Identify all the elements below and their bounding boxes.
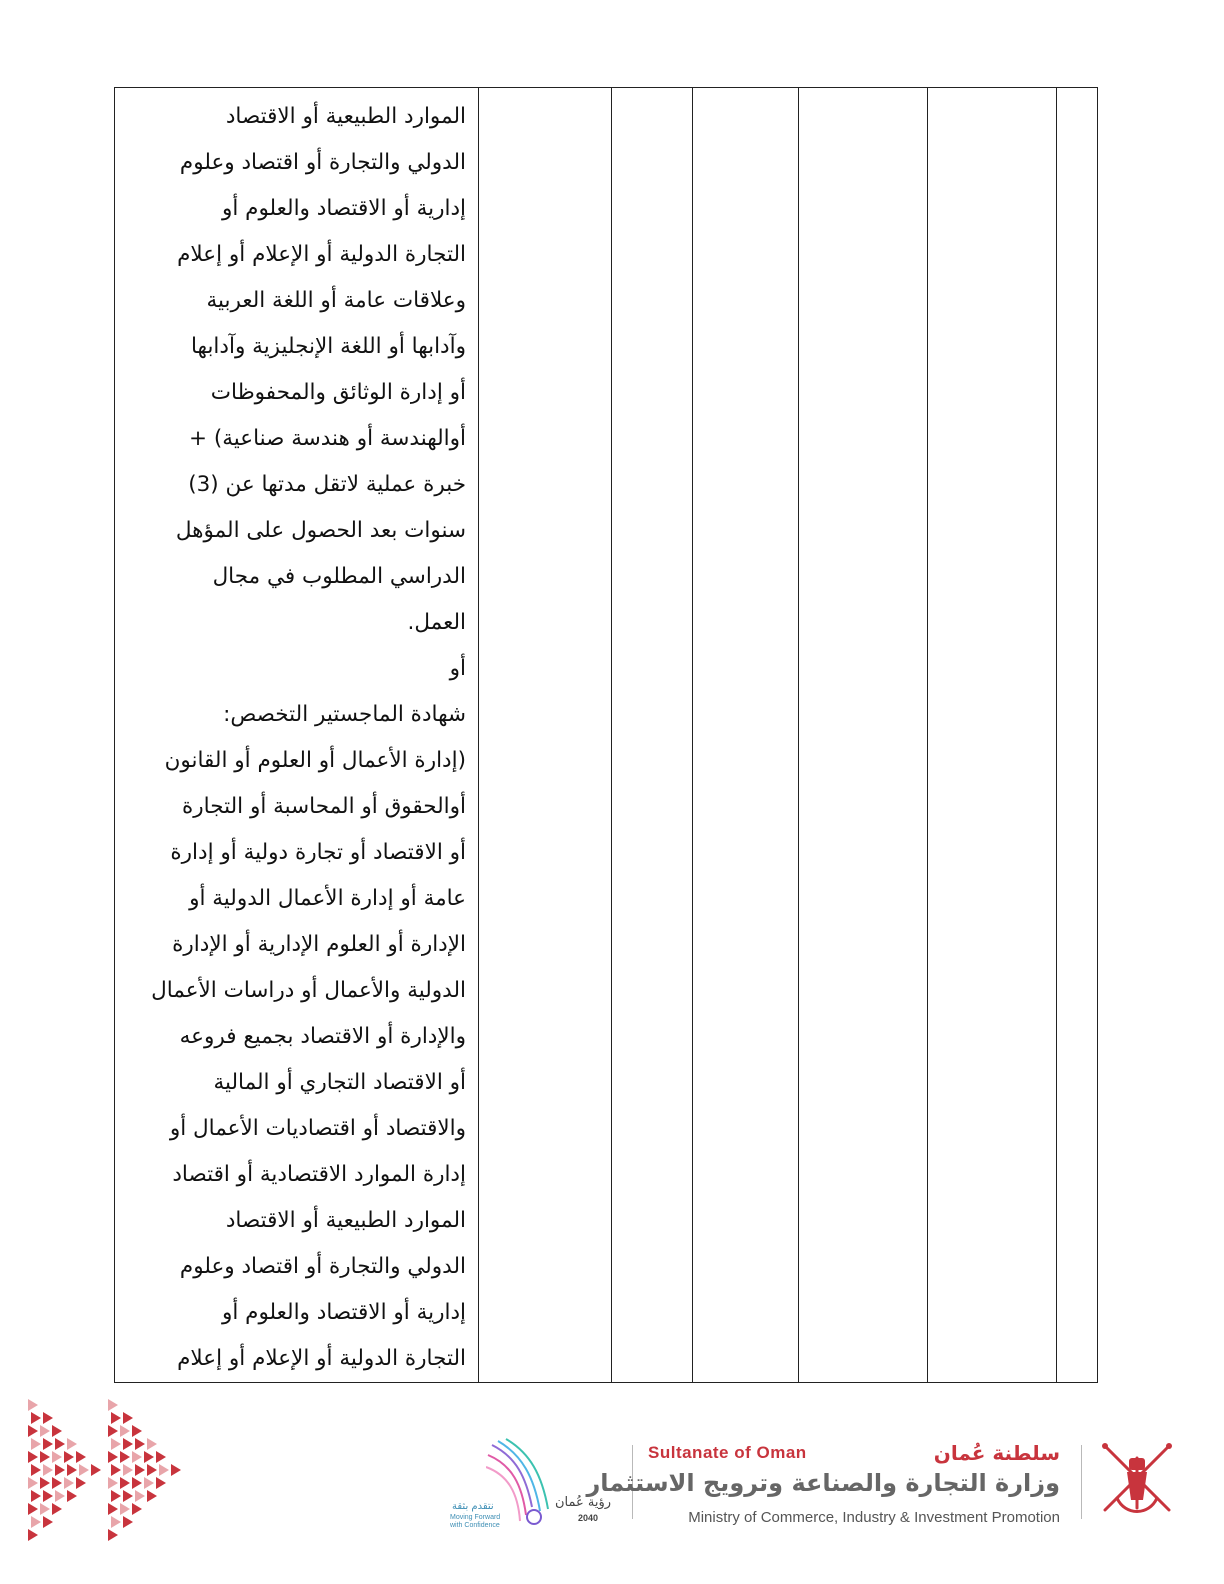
sultanate-name-en: Sultanate of Oman — [648, 1443, 807, 1462]
qualifications-table — [114, 87, 1098, 1383]
empty-cell — [1057, 88, 1098, 1383]
text-line: وعلاقات عامة أو اللغة العربية — [206, 288, 466, 313]
triangle-shape — [28, 1477, 38, 1489]
text-line: خبرة عملية لاتقل مدتها عن (3) — [188, 472, 466, 497]
text-line: التجارة الدولية أو الإعلام أو إعلام — [177, 242, 466, 267]
tagline-en-line1: Moving Forward — [450, 1514, 501, 1521]
triangle-shape — [123, 1438, 133, 1450]
triangle-shape — [67, 1438, 77, 1450]
triangle-shape — [31, 1438, 41, 1450]
triangle-shape — [31, 1412, 41, 1424]
triangle-shape — [76, 1451, 86, 1463]
triangle-shape — [67, 1490, 77, 1502]
triangle-shape — [43, 1516, 53, 1528]
text-line: إدارية أو الاقتصاد والعلوم أو — [221, 196, 466, 221]
triangle-shape — [135, 1438, 145, 1450]
triangle-shape — [40, 1425, 50, 1437]
oman-emblem-icon — [1095, 1438, 1179, 1524]
triangle-shape — [132, 1503, 142, 1515]
triangle-shape — [31, 1464, 41, 1476]
text-line: العمل. — [407, 610, 466, 635]
text-line: أو الاقتصاد أو تجارة دولية أو إدارة — [170, 840, 466, 865]
triangle-shape — [43, 1438, 53, 1450]
text-line: وآدابها أو اللغة الإنجليزية وآدابها — [190, 334, 466, 359]
triangle-shape — [64, 1451, 74, 1463]
triangle-shape — [28, 1503, 38, 1515]
triangle-shape — [52, 1425, 62, 1437]
triangle-shape — [108, 1477, 118, 1489]
triangle-shape — [28, 1451, 38, 1463]
table-row — [115, 88, 1098, 1383]
triangle-shape — [76, 1477, 86, 1489]
triangle-shape — [31, 1490, 41, 1502]
triangle-shape — [79, 1464, 89, 1476]
text-line: سنوات بعد الحصول على المؤهل — [175, 518, 466, 543]
empty-cell — [612, 88, 693, 1383]
text-line: أوالهندسة أو هندسة صناعية) + — [189, 426, 466, 451]
triangle-shape — [108, 1425, 118, 1437]
text-line: والإدارة أو الاقتصاد بجميع فروعه — [179, 1024, 466, 1049]
triangle-shape — [132, 1451, 142, 1463]
triangle-shape — [55, 1438, 65, 1450]
text-line: إدارة الموارد الاقتصادية أو اقتصاد — [172, 1162, 466, 1187]
triangle-shape — [111, 1412, 121, 1424]
page-footer — [0, 1395, 1224, 1584]
vision-title: رؤية عُمان — [555, 1495, 612, 1510]
text-line: التجارة الدولية أو الإعلام أو إعلام — [177, 1346, 466, 1371]
triangle-shape — [43, 1412, 53, 1424]
triangle-shape — [43, 1464, 53, 1476]
triangle-shape — [156, 1477, 166, 1489]
triangle-shape — [123, 1412, 133, 1424]
triangle-shape — [120, 1477, 130, 1489]
text-line: إدارية أو الاقتصاد والعلوم أو — [221, 1300, 466, 1325]
triangle-shape — [108, 1399, 118, 1411]
text-line: الموارد الطبيعية أو الاقتصاد — [225, 1208, 466, 1233]
tagline-ar: نتقدم بثقة — [452, 1501, 494, 1512]
triangle-shape — [144, 1451, 154, 1463]
vision-year: 2040 — [578, 1513, 599, 1523]
triangle-shape — [111, 1438, 121, 1450]
vision-2040-icon — [486, 1437, 566, 1529]
text-line: شهادة الماجستير التخصص: — [223, 702, 466, 727]
text-line: الدراسي المطلوب في مجال — [212, 564, 466, 589]
triangle-shape — [55, 1490, 65, 1502]
text-line: عامة أو إدارة الأعمال الدولية أو — [189, 886, 466, 911]
triangle-shape — [31, 1516, 41, 1528]
triangle-shape — [132, 1477, 142, 1489]
triangle-shape — [171, 1464, 181, 1476]
triangle-shape — [111, 1464, 121, 1476]
triangle-shape — [28, 1399, 38, 1411]
text-line: الإدارة أو العلوم الإدارية أو الإدارة — [172, 932, 466, 957]
empty-cell — [479, 88, 612, 1383]
triangle-shape — [144, 1477, 154, 1489]
tagline-en-line2: with Confidence — [450, 1522, 500, 1529]
triangle-shape — [108, 1529, 118, 1541]
text-line: الدولية والأعمال أو دراسات الأعمال — [151, 978, 466, 1003]
text-line: (إدارة الأعمال أو العلوم أو القانون — [164, 748, 466, 773]
text-line: الدولي والتجارة أو اقتصاد وعلوم — [179, 1254, 466, 1279]
empty-cell — [928, 88, 1057, 1383]
triangle-shape — [123, 1490, 133, 1502]
triangle-shape — [123, 1516, 133, 1528]
divider — [1081, 1445, 1082, 1519]
triangle-shape — [120, 1503, 130, 1515]
qualification-cell — [115, 88, 479, 1383]
triangle-shape — [120, 1425, 130, 1437]
triangle-shape — [156, 1451, 166, 1463]
empty-cell — [799, 88, 928, 1383]
triangle-shape — [147, 1464, 157, 1476]
triangle-pattern-icon — [26, 1395, 196, 1555]
triangle-shape — [91, 1464, 101, 1476]
qualification-text — [115, 88, 478, 1382]
text-line: أو إدارة الوثائق والمحفوظات — [210, 380, 466, 405]
text-line: أو الاقتصاد التجاري أو المالية — [213, 1070, 466, 1095]
triangle-shape — [111, 1490, 121, 1502]
text-line: والاقتصاد أو اقتصاديات الأعمال أو — [169, 1116, 466, 1141]
triangle-shape — [120, 1451, 130, 1463]
ministry-name-en: Ministry of Commerce, Industry & Investment Promotion — [688, 1509, 1060, 1526]
triangle-shape — [147, 1490, 157, 1502]
triangle-shape — [135, 1464, 145, 1476]
triangle-shape — [159, 1464, 169, 1476]
triangle-shape — [28, 1529, 38, 1541]
triangle-shape — [40, 1477, 50, 1489]
sultanate-name-ar: سلطنة عُمان — [933, 1441, 1060, 1465]
triangle-shape — [64, 1477, 74, 1489]
triangle-shape — [108, 1503, 118, 1515]
triangle-shape — [43, 1490, 53, 1502]
triangle-shape — [111, 1516, 121, 1528]
triangle-shape — [108, 1451, 118, 1463]
triangle-shape — [67, 1464, 77, 1476]
triangle-shape — [55, 1464, 65, 1476]
triangle-shape — [40, 1503, 50, 1515]
triangle-shape — [147, 1438, 157, 1450]
triangle-shape — [123, 1464, 133, 1476]
text-line: الدولي والتجارة أو اقتصاد وعلوم — [179, 150, 466, 175]
triangle-shape — [132, 1425, 142, 1437]
triangle-shape — [135, 1490, 145, 1502]
text-line: أوالحقوق أو المحاسبة أو التجارة — [182, 794, 466, 819]
triangle-shape — [52, 1503, 62, 1515]
ministry-name-ar: وزارة التجارة والصناعة وترويج الاستثمار — [586, 1469, 1060, 1497]
triangle-shape — [28, 1425, 38, 1437]
triangle-shape — [52, 1477, 62, 1489]
triangle-shape — [40, 1451, 50, 1463]
empty-cell — [693, 88, 799, 1383]
triangle-shape — [52, 1451, 62, 1463]
text-line: أو — [449, 656, 466, 681]
text-line: الموارد الطبيعية أو الاقتصاد — [225, 104, 466, 129]
